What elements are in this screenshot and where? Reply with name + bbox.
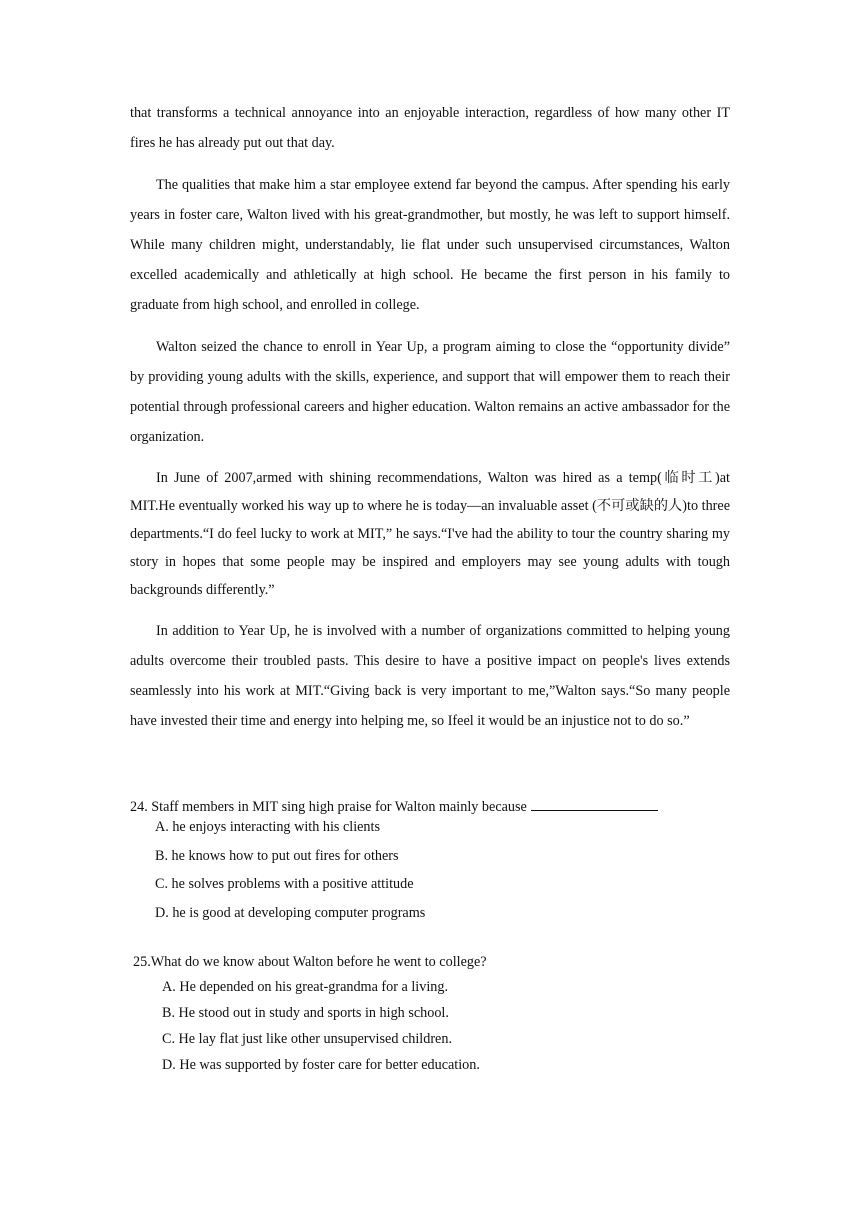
- question-stem-text: 24. Staff members in MIT sing high praise for Walton mainly because: [130, 799, 527, 815]
- passage-paragraph-1: that transforms a technical annoyance into an enjoyable interaction, regardless of how many other IT fires he has already put out that day.: [130, 105, 730, 151]
- option-b: B. He stood out in study and sports in high school.: [162, 1005, 449, 1021]
- question-stem: 25.What do we know about Walton before he went to college?: [133, 954, 487, 970]
- passage-paragraph-4: In June of 2007,armed with shining recommendations, Walton was hired as a temp(临时工)at MIT.He eventually worked his way up to where he is today—an invaluable asset (不可或缺的人)to three departments.“I do feel lucky to work at MIT,” he says.“I've had the ability to tour the country sharing my story in hopes that some people may be inspired and employers may see young adults with tough backgrounds differently.”: [130, 470, 730, 598]
- passage-paragraph-2: The qualities that make him a star employee extend far beyond the campus. After spending his early years in foster care, Walton lived with his great-grandmother, but mostly, he was left to support himself. While many children might, understandably, lie flat under such unsupervised circumstances, Walton excelled academically and athletically at high school. He became the first person in his family to graduate from high school, and enrolled in college.: [130, 177, 730, 313]
- option-b: B. he knows how to put out fires for others: [155, 847, 399, 864]
- option-c: C. he solves problems with a positive attitude: [155, 876, 414, 892]
- passage-paragraph-3: Walton seized the chance to enroll in Year Up, a program aiming to close the “opportunity divide” by providing young adults with the skills, experience, and support that will empower them to reach their potential through professional careers and higher education. Walton remains an active ambassador for the organization.: [130, 339, 730, 445]
- answer-blank: [531, 796, 658, 811]
- question-24: [130, 796, 658, 927]
- passage-paragraph-5: In addition to Year Up, he is involved with a number of organizations committed to helping young adults overcome their troubled pasts. This desire to have a positive impact on people's lives extends seamlessly into his work at MIT.“Giving back is very important to me,”Walton says.“So many people have invested their time and energy into helping me, so Ifeel it would be an injustice not to do so.”: [130, 623, 730, 729]
- option-a: A. he enjoys interacting with his clients: [155, 819, 380, 835]
- option-d: D. he is good at developing computer programs: [155, 904, 426, 921]
- question-25: [133, 952, 487, 1078]
- option-c: C. He lay flat just like other unsupervised children.: [162, 1031, 452, 1047]
- option-a: A. He depended on his great-grandma for a living.: [162, 979, 449, 995]
- reading-passage: [130, 98, 730, 736]
- option-d: D. He was supported by foster care for better education.: [162, 1057, 480, 1073]
